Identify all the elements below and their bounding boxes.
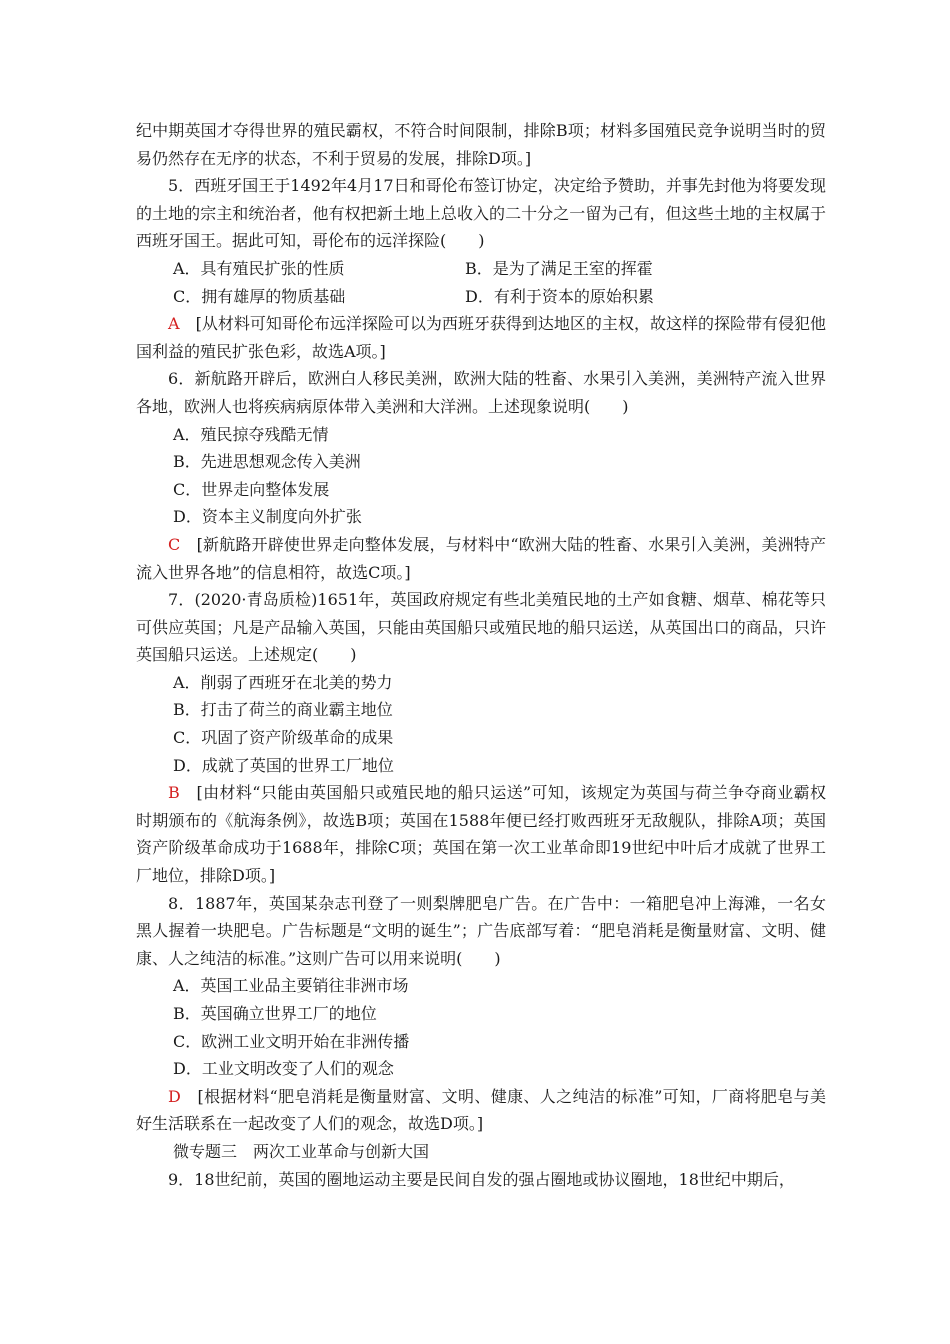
question-6-option-a: A．殖民掠夺残酷无情 xyxy=(173,424,329,444)
question-7-option-b: B．打击了荷兰的商业霸主地位 xyxy=(173,700,393,720)
question-7-answer xyxy=(136,779,826,889)
question-6-option-d: D．资本主义制度向外扩张 xyxy=(173,507,362,527)
question-8-answer-letter: D xyxy=(168,1086,181,1106)
question-8-option-b: B．英国确立世界工厂的地位 xyxy=(173,1004,377,1023)
question-7-answer-letter: B xyxy=(168,783,180,803)
question-7-option-d: D．成就了英国的世界工厂地位 xyxy=(173,755,394,775)
question-5-answer-letter: A xyxy=(168,314,180,334)
question-5-option-c: C．拥有雄厚的物质基础 xyxy=(173,286,346,306)
question-5-option-d: D．有利于资本的原始积累 xyxy=(465,286,654,306)
question-6-answer xyxy=(136,531,826,586)
question-5-explanation: [从材料可知哥伦布远洋探险可以为西班牙获得到达地区的主权，故这样的探险带有侵犯他国利益的殖民扩张色彩，故选A项。] xyxy=(136,314,826,361)
question-8-option-d: D．工业文明改变了人们的观念 xyxy=(173,1059,394,1079)
question-6-answer-letter: C xyxy=(168,534,181,554)
question-7-option-a: A．削弱了西班牙在北美的势力 xyxy=(173,672,393,692)
section-title: 微专题三 两次工业革命与创新大国 xyxy=(173,1141,430,1161)
question-8-option-a: A．英国工业品主要销往非洲市场 xyxy=(173,976,409,996)
question-7-stem: 7．(2020·青岛质检)1651年，英国政府规定有些北美殖民地的土产如食糖、烟草、棉花等只可供应英国；凡是产品输入英国，只能由英国船只或殖民地的船只运送，从英国出口的商品，只许英国船只运送。上述规定( ) xyxy=(136,590,826,665)
question-5-option-a: A．具有殖民扩张的性质 xyxy=(173,258,345,278)
question-9-stem: 9．18世纪前，英国的圈地运动主要是民间自发的强占圈地或协议圈地，18世纪中期后， xyxy=(168,1169,795,1189)
document-body xyxy=(136,117,826,1193)
question-7-explanation: [由材料“只能由英国船只或殖民地的船只运送”可知，该规定为英国与荷兰争夺商业霸权时期颁布的《航海条例》，故选B项；英国在1588年便已经打败西班牙无敌舰队，排除A项；英国资产阶级革命成功于1688年，排除C项；英国在第一次工业革命即19世纪中叶后才成就了世界工厂地位，排除D项。] xyxy=(136,783,826,886)
question-7-option-c: C．巩固了资产阶级革命的成果 xyxy=(173,728,394,748)
question-8-stem: 8．1887年，英国某杂志刊登了一则梨牌肥皂广告。在广告中：一箱肥皂冲上海滩，一名女黑人握着一块肥皂。广告标题是“文明的诞生”；广告底部写着：“肥皂消耗是衡量财富、文明、健康、人之纯洁的标准。”这则广告可以用来说明( ) xyxy=(136,893,826,968)
question-5-answer xyxy=(136,310,826,365)
question-6-option-b: B．先进思想观念传入美洲 xyxy=(173,452,361,472)
question-5-options-row-1 xyxy=(136,255,826,283)
question-5-options-row-2 xyxy=(136,283,826,311)
question-8-explanation: [根据材料“肥皂消耗是衡量财富、文明、健康、人之纯洁的标准”可知，厂商将肥皂与美好生活联系在一起改变了人们的观念，故选D项。] xyxy=(136,1086,826,1134)
question-8-option-c: C．欧洲工业文明开始在非洲传播 xyxy=(173,1031,410,1051)
question-6-explanation: [新航路开辟使世界走向整体发展，与材料中“欧洲大陆的牲畜、水果引入美洲，美洲特产流入世界各地”的信息相符，故选C项。] xyxy=(136,534,826,582)
question-6-stem: 6．新航路开辟后，欧洲白人移民美洲，欧洲大陆的牲畜、水果引入美洲，美洲特产流入世界各地，欧洲人也将疾病病原体带入美洲和大洋洲。上述现象说明( ) xyxy=(136,369,826,416)
intro-paragraph: 纪中期英国才夺得世界的殖民霸权，不符合时间限制，排除B项；材料多国殖民竞争说明当时的贸易仍然存在无序的状态，不利于贸易的发展，排除D项。] xyxy=(136,121,826,168)
question-5-stem: 5．西班牙国王于1492年4月17日和哥伦布签订协定，决定给予赞助，并事先封他为将要发现的土地的宗主和统治者，他有权把新土地上总收入的二十分之一留为己有，但这些土地的主权属于西班牙国王。据此可知，哥伦布的远洋探险( ) xyxy=(136,176,826,251)
question-6-option-c: C．世界走向整体发展 xyxy=(173,479,330,499)
question-8-answer xyxy=(136,1083,826,1138)
question-5-option-b: B．是为了满足王室的挥霍 xyxy=(465,258,653,278)
